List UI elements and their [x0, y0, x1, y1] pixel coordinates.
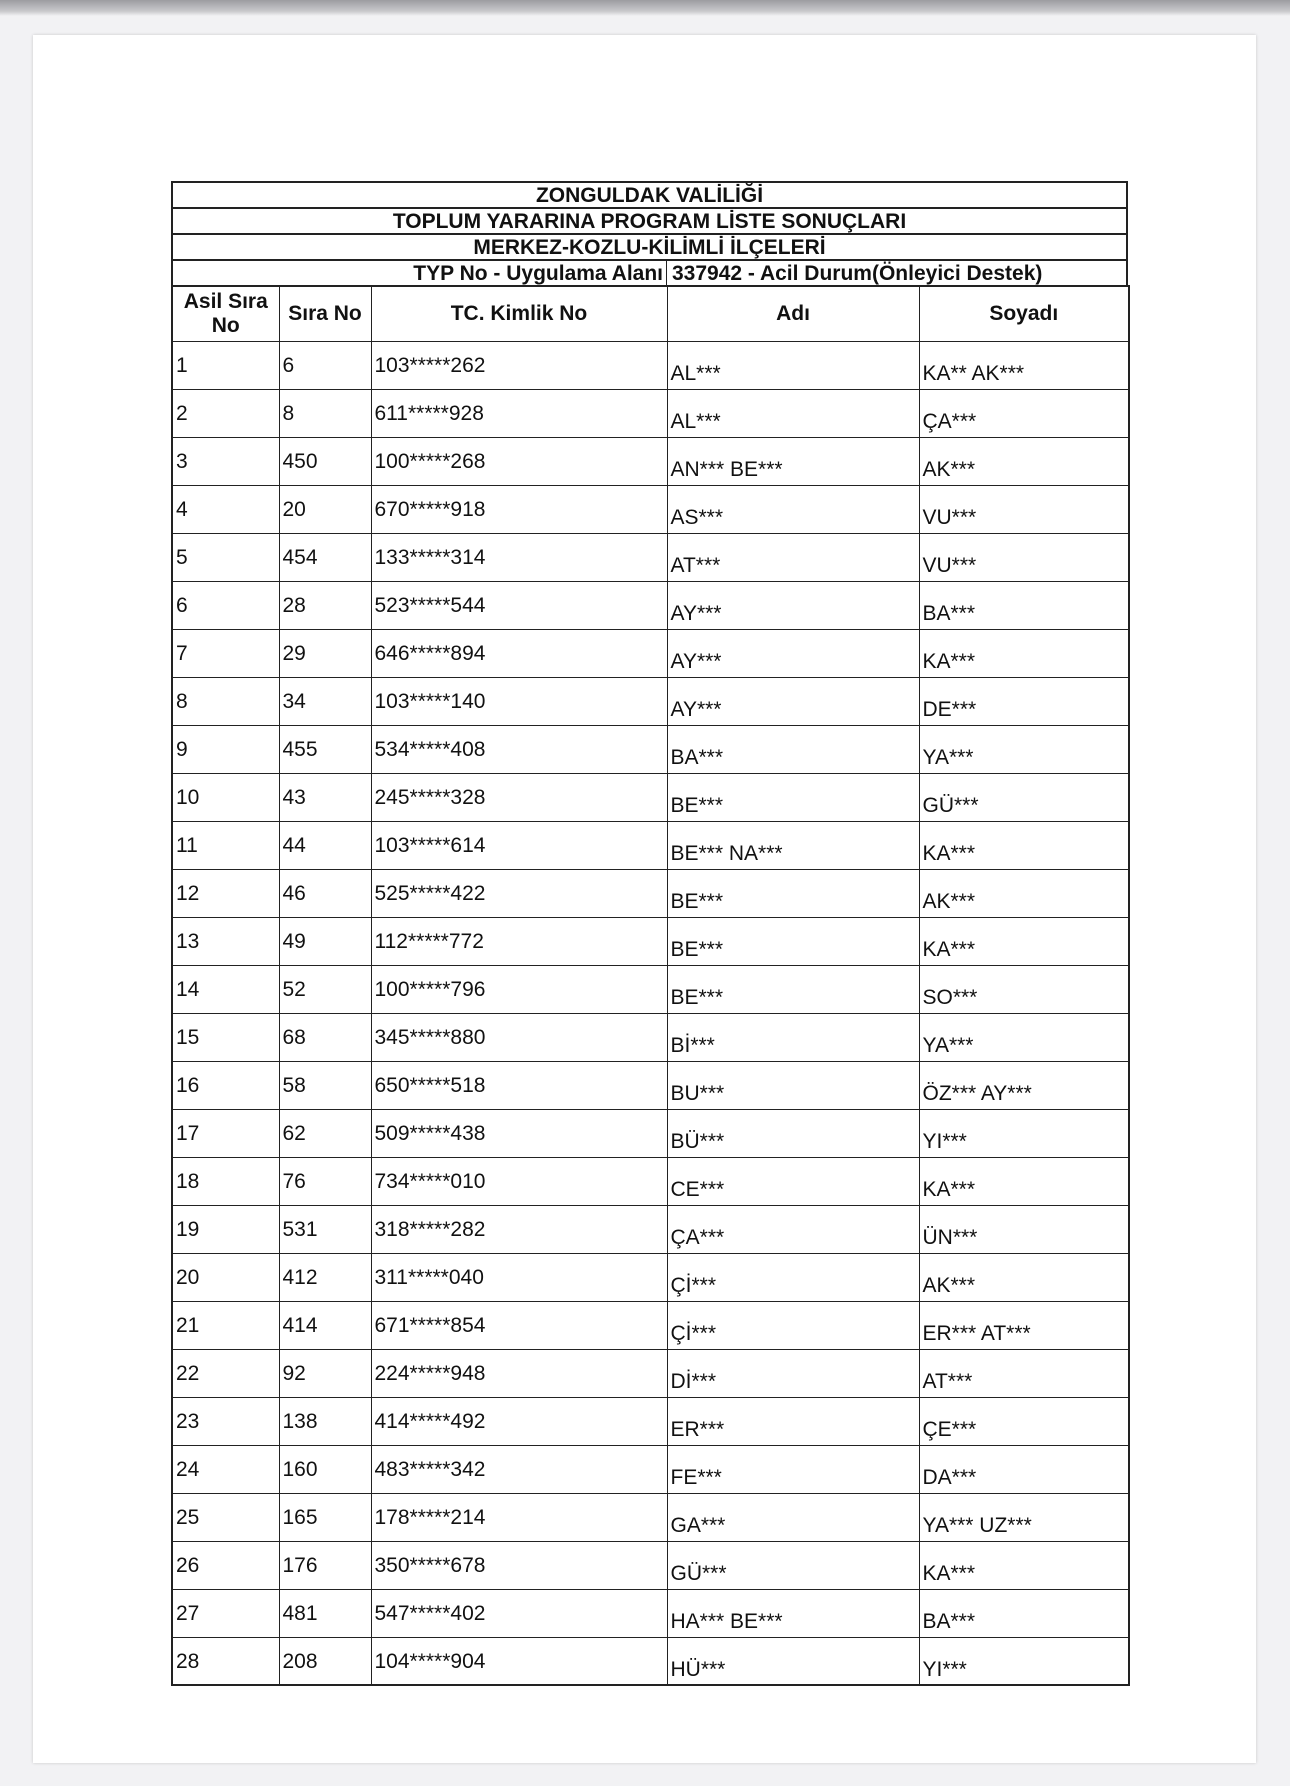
tc-kimlik-no-cell: 104*****904 — [371, 1637, 667, 1685]
tc-kimlik-no-cell: 509*****438 — [371, 1109, 667, 1157]
sira-no-cell: 455 — [279, 725, 371, 773]
sira-no-cell: 165 — [279, 1493, 371, 1541]
tc-kimlik-no-cell: 133*****314 — [371, 533, 667, 581]
asil-sira-no-cell: 10 — [172, 773, 279, 821]
sira-no-cell: 531 — [279, 1205, 371, 1253]
adi-cell: AS*** — [667, 485, 919, 533]
soyadi-cell: SO*** — [919, 965, 1129, 1013]
table-row — [172, 389, 1129, 437]
sira-no-cell: 450 — [279, 437, 371, 485]
asil-sira-no-cell: 26 — [172, 1541, 279, 1589]
tc-kimlik-no-cell: 671*****854 — [371, 1301, 667, 1349]
asil-sira-no-cell: 4 — [172, 485, 279, 533]
soyadi-cell: DE*** — [919, 677, 1129, 725]
table-row — [172, 965, 1129, 1013]
sira-no-cell: 52 — [279, 965, 371, 1013]
adi-cell: BE*** — [667, 869, 919, 917]
typ-label: TYP No - Uygulama Alanı — [173, 261, 667, 285]
table-row — [172, 725, 1129, 773]
table-body — [172, 341, 1129, 1685]
soyadi-cell: ÇA*** — [919, 389, 1129, 437]
sira-no-cell: 44 — [279, 821, 371, 869]
table-row — [172, 629, 1129, 677]
adi-cell: BE*** — [667, 917, 919, 965]
table-row — [172, 821, 1129, 869]
adi-cell: HA*** BE*** — [667, 1589, 919, 1637]
soyadi-cell: KA*** — [919, 1157, 1129, 1205]
asil-sira-no-cell: 18 — [172, 1157, 279, 1205]
soyadi-cell: DA*** — [919, 1445, 1129, 1493]
adi-cell: Bİ*** — [667, 1013, 919, 1061]
institution-title: ZONGULDAK VALİLİĞİ — [171, 181, 1128, 207]
tc-kimlik-no-cell: 103*****262 — [371, 341, 667, 389]
table-row — [172, 1157, 1129, 1205]
table-row — [172, 1541, 1129, 1589]
typ-value: 337942 - Acil Durum(Önleyici Destek) — [672, 262, 1043, 285]
sira-no-cell: 62 — [279, 1109, 371, 1157]
column-header-soyadi: Soyadı — [919, 286, 1129, 341]
table-row — [172, 869, 1129, 917]
soyadi-cell: ÖZ*** AY*** — [919, 1061, 1129, 1109]
tc-kimlik-no-cell: 611*****928 — [371, 389, 667, 437]
tc-kimlik-no-cell: 670*****918 — [371, 485, 667, 533]
table-row — [172, 917, 1129, 965]
adi-cell: AN*** BE*** — [667, 437, 919, 485]
table-row — [172, 341, 1129, 389]
tc-kimlik-no-cell: 224*****948 — [371, 1349, 667, 1397]
tc-kimlik-no-cell: 734*****010 — [371, 1157, 667, 1205]
table-row — [172, 677, 1129, 725]
soyadi-cell: ÜN*** — [919, 1205, 1129, 1253]
tc-kimlik-no-cell: 318*****282 — [371, 1205, 667, 1253]
results-table — [171, 285, 1130, 1686]
tc-kimlik-no-cell: 311*****040 — [371, 1253, 667, 1301]
asil-sira-no-cell: 14 — [172, 965, 279, 1013]
sira-no-cell: 28 — [279, 581, 371, 629]
adi-cell: AY*** — [667, 677, 919, 725]
soyadi-cell: KA** AK*** — [919, 341, 1129, 389]
tc-kimlik-no-cell: 523*****544 — [371, 581, 667, 629]
soyadi-cell: YI*** — [919, 1109, 1129, 1157]
tc-kimlik-no-cell: 345*****880 — [371, 1013, 667, 1061]
soyadi-cell: AK*** — [919, 869, 1129, 917]
table-row — [172, 773, 1129, 821]
sira-no-cell: 176 — [279, 1541, 371, 1589]
asil-sira-no-cell: 24 — [172, 1445, 279, 1493]
adi-cell: ER*** — [667, 1397, 919, 1445]
tc-kimlik-no-cell: 100*****796 — [371, 965, 667, 1013]
asil-sira-no-cell: 25 — [172, 1493, 279, 1541]
adi-cell: FE*** — [667, 1445, 919, 1493]
sira-no-cell: 29 — [279, 629, 371, 677]
tc-kimlik-no-cell: 650*****518 — [371, 1061, 667, 1109]
soyadi-cell: ÇE*** — [919, 1397, 1129, 1445]
adi-cell: BA*** — [667, 725, 919, 773]
adi-cell: AY*** — [667, 629, 919, 677]
soyadi-cell: KA*** — [919, 1541, 1129, 1589]
tc-kimlik-no-cell: 112*****772 — [371, 917, 667, 965]
adi-cell: AY*** — [667, 581, 919, 629]
table-row — [172, 1205, 1129, 1253]
table-row — [172, 437, 1129, 485]
sira-no-cell: 92 — [279, 1349, 371, 1397]
adi-cell: ÇA*** — [667, 1205, 919, 1253]
list-title: TOPLUM YARARINA PROGRAM LİSTE SONUÇLARI — [171, 207, 1128, 233]
asil-sira-no-cell: 21 — [172, 1301, 279, 1349]
districts-title: MERKEZ-KOZLU-KİLİMLİ İLÇELERİ — [171, 233, 1128, 259]
asil-sira-no-cell: 7 — [172, 629, 279, 677]
column-header-tc-kimlik-no: TC. Kimlik No — [371, 286, 667, 341]
sira-no-cell: 68 — [279, 1013, 371, 1061]
sira-no-cell: 8 — [279, 389, 371, 437]
tc-kimlik-no-cell: 103*****140 — [371, 677, 667, 725]
asil-sira-no-cell: 6 — [172, 581, 279, 629]
tc-kimlik-no-cell: 178*****214 — [371, 1493, 667, 1541]
soyadi-cell: AT*** — [919, 1349, 1129, 1397]
sira-no-cell: 138 — [279, 1397, 371, 1445]
soyadi-cell: ER*** AT*** — [919, 1301, 1129, 1349]
sira-no-cell: 481 — [279, 1589, 371, 1637]
sira-no-cell: 34 — [279, 677, 371, 725]
soyadi-cell: KA*** — [919, 821, 1129, 869]
asil-sira-no-cell: 23 — [172, 1397, 279, 1445]
asil-sira-no-cell: 9 — [172, 725, 279, 773]
sira-no-cell: 208 — [279, 1637, 371, 1685]
soyadi-cell: AK*** — [919, 437, 1129, 485]
column-header-asil-sira-no: Asil Sıra No — [172, 286, 279, 341]
table-row — [172, 1493, 1129, 1541]
asil-sira-no-cell: 27 — [172, 1589, 279, 1637]
window-top-shadow — [0, 0, 1290, 16]
asil-sira-no-cell: 22 — [172, 1349, 279, 1397]
results-sheet — [171, 181, 1128, 1686]
sira-no-cell: 43 — [279, 773, 371, 821]
adi-cell: BE*** NA*** — [667, 821, 919, 869]
adi-cell: Çİ*** — [667, 1253, 919, 1301]
asil-sira-no-cell: 16 — [172, 1061, 279, 1109]
table-row — [172, 1349, 1129, 1397]
tc-kimlik-no-cell: 547*****402 — [371, 1589, 667, 1637]
adi-cell: CE*** — [667, 1157, 919, 1205]
sira-no-cell: 58 — [279, 1061, 371, 1109]
sira-no-cell: 20 — [279, 485, 371, 533]
adi-cell: AT*** — [667, 533, 919, 581]
adi-cell: AL*** — [667, 389, 919, 437]
adi-cell: HÜ*** — [667, 1637, 919, 1685]
soyadi-cell: YA*** — [919, 1013, 1129, 1061]
asil-sira-no-cell: 11 — [172, 821, 279, 869]
table-row — [172, 1253, 1129, 1301]
asil-sira-no-cell: 15 — [172, 1013, 279, 1061]
table-row — [172, 1109, 1129, 1157]
sira-no-cell: 412 — [279, 1253, 371, 1301]
tc-kimlik-no-cell: 414*****492 — [371, 1397, 667, 1445]
tc-kimlik-no-cell: 350*****678 — [371, 1541, 667, 1589]
soyadi-cell: YI*** — [919, 1637, 1129, 1685]
table-row — [172, 1445, 1129, 1493]
asil-sira-no-cell: 17 — [172, 1109, 279, 1157]
sira-no-cell: 46 — [279, 869, 371, 917]
soyadi-cell: KA*** — [919, 917, 1129, 965]
soyadi-cell: KA*** — [919, 629, 1129, 677]
soyadi-cell: BA*** — [919, 1589, 1129, 1637]
soyadi-cell: GÜ*** — [919, 773, 1129, 821]
tc-kimlik-no-cell: 525*****422 — [371, 869, 667, 917]
typ-row — [171, 259, 1128, 285]
sira-no-cell: 6 — [279, 341, 371, 389]
asil-sira-no-cell: 28 — [172, 1637, 279, 1685]
document-page — [33, 35, 1256, 1763]
column-header-adi: Adı — [667, 286, 919, 341]
sira-no-cell: 76 — [279, 1157, 371, 1205]
asil-sira-no-cell: 13 — [172, 917, 279, 965]
asil-sira-no-cell: 19 — [172, 1205, 279, 1253]
table-row — [172, 1013, 1129, 1061]
adi-cell: GÜ*** — [667, 1541, 919, 1589]
soyadi-cell: VU*** — [919, 485, 1129, 533]
tc-kimlik-no-cell: 646*****894 — [371, 629, 667, 677]
table-row — [172, 1637, 1129, 1685]
sira-no-cell: 160 — [279, 1445, 371, 1493]
table-row — [172, 1397, 1129, 1445]
soyadi-cell: YA*** — [919, 725, 1129, 773]
tc-kimlik-no-cell: 103*****614 — [371, 821, 667, 869]
soyadi-cell: YA*** UZ*** — [919, 1493, 1129, 1541]
soyadi-cell: VU*** — [919, 533, 1129, 581]
adi-cell: BÜ*** — [667, 1109, 919, 1157]
table-header-row — [172, 286, 1129, 341]
table-row — [172, 533, 1129, 581]
tc-kimlik-no-cell: 483*****342 — [371, 1445, 667, 1493]
adi-cell: AL*** — [667, 341, 919, 389]
adi-cell: BE*** — [667, 965, 919, 1013]
asil-sira-no-cell: 3 — [172, 437, 279, 485]
table-row — [172, 1301, 1129, 1349]
asil-sira-no-cell: 1 — [172, 341, 279, 389]
asil-sira-no-cell: 5 — [172, 533, 279, 581]
sira-no-cell: 49 — [279, 917, 371, 965]
tc-kimlik-no-cell: 100*****268 — [371, 437, 667, 485]
soyadi-cell: BA*** — [919, 581, 1129, 629]
asil-sira-no-cell: 2 — [172, 389, 279, 437]
tc-kimlik-no-cell: 534*****408 — [371, 725, 667, 773]
table-row — [172, 581, 1129, 629]
asil-sira-no-cell: 12 — [172, 869, 279, 917]
adi-cell: GA*** — [667, 1493, 919, 1541]
sira-no-cell: 414 — [279, 1301, 371, 1349]
table-row — [172, 1061, 1129, 1109]
column-header-sira-no: Sıra No — [279, 286, 371, 341]
soyadi-cell: AK*** — [919, 1253, 1129, 1301]
adi-cell: BU*** — [667, 1061, 919, 1109]
adi-cell: Çİ*** — [667, 1301, 919, 1349]
adi-cell: Dİ*** — [667, 1349, 919, 1397]
sira-no-cell: 454 — [279, 533, 371, 581]
adi-cell: BE*** — [667, 773, 919, 821]
asil-sira-no-cell: 20 — [172, 1253, 279, 1301]
table-row — [172, 1589, 1129, 1637]
tc-kimlik-no-cell: 245*****328 — [371, 773, 667, 821]
table-row — [172, 485, 1129, 533]
asil-sira-no-cell: 8 — [172, 677, 279, 725]
